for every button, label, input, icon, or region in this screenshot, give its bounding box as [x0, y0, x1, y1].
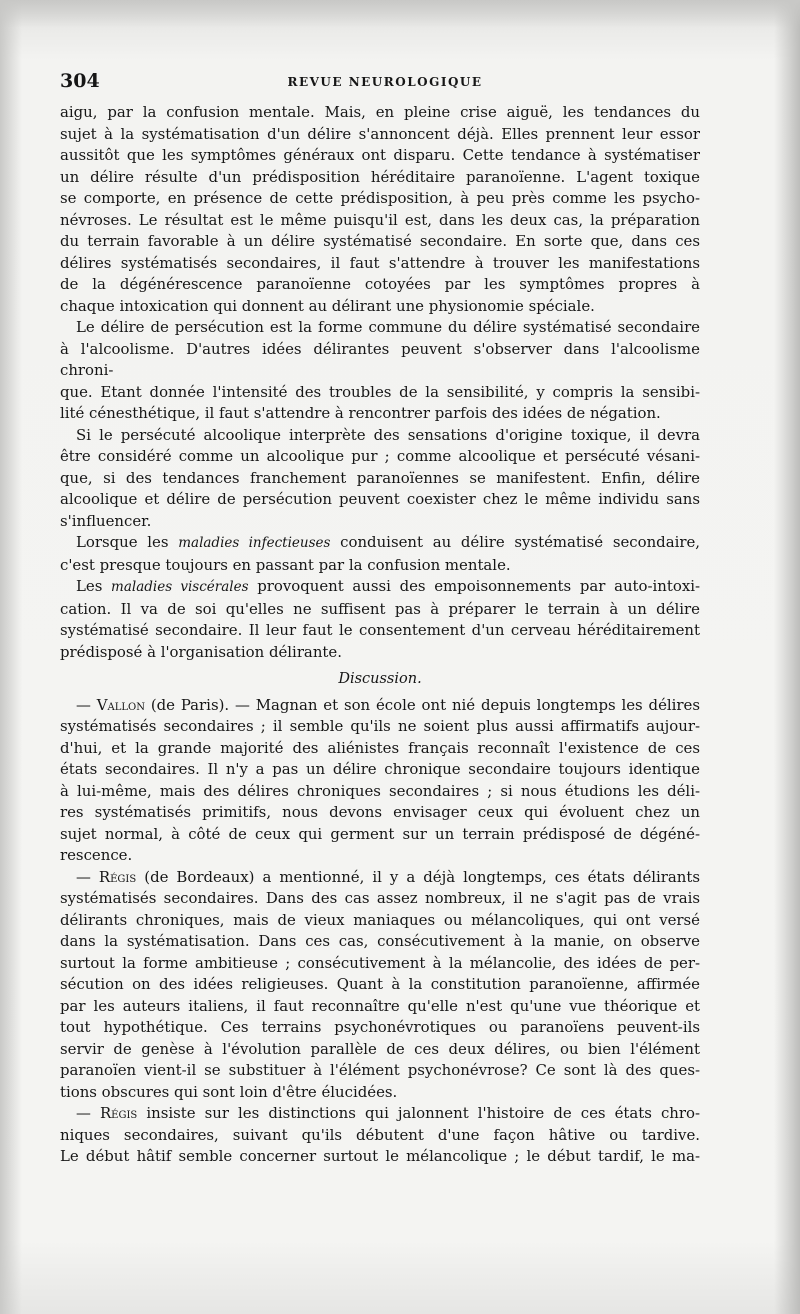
page-shadow-top: [0, 0, 800, 28]
text-line: niques secondaires, suivant qu'ils débutent d'une façon hâtive ou tardive.: [60, 1125, 700, 1144]
text-span: Lorsque les: [76, 533, 179, 551]
text-span: conduisent au délire systématisé secondaire,: [330, 533, 701, 551]
text-line: états secondaires. Il n'y a pas un délire chronique secondaire toujours identique: [60, 760, 700, 778]
text-line: tions obscures qui sont loin d'être élucidées.: [60, 1082, 398, 1101]
text-line: à lui-même, mais des délires chroniques secondaires ; si nous étudions les déli-: [60, 781, 700, 800]
text-span: (de Paris). — Magnan et son école ont nié depuis longtemps les délires: [144, 695, 700, 714]
text-line: sécution on des idées religieuses. Quant à la constitution paranoïenne, affirmée: [60, 975, 700, 993]
text-line: dans la systématisation. Dans ces cas, consécutivement à la manie, on observe: [60, 932, 700, 950]
text-line: prédisposé à l'organisation délirante.: [60, 642, 342, 661]
text-line: c'est presque toujours en passant par la confusion mentale.: [60, 555, 511, 574]
text-line: tout hypothétique. Ces terrains psychonévrotiques ou paranoïens peuvent-ils: [60, 1018, 700, 1036]
text-span: —: [76, 1104, 100, 1122]
text-line: aigu, par la confusion mentale. Mais, en pleine crise aiguë, les tendances du: [60, 103, 700, 121]
italic-term: maladies viscérales: [111, 579, 249, 595]
text-line: sujet à la systématisation d'un délire s'annoncent déjà. Elles prennent leur essor: [60, 124, 700, 143]
page-shadow-right: [774, 0, 800, 1314]
text-line: paranoïen vient-il se substituer à l'élément psychonévrose? Ce sont là des ques-: [60, 1061, 700, 1079]
speaker-name: Régis: [99, 1104, 138, 1122]
text-line: du terrain favorable à un délire systématisé secondaire. En sorte que, dans ces: [60, 232, 700, 250]
running-head: REVUE NEUROLOGIQUE: [287, 75, 483, 89]
text-line: de la dégénérescence paranoïenne cotoyées par les symptômes propres à: [60, 275, 700, 293]
text-line: que, si des tendances franchement paranoïennes se manifestent. Enfin, délire: [60, 468, 700, 487]
text-span: (de Bordeaux) a mentionné, il y a déjà longtemps, ces états délirants: [136, 867, 701, 886]
text-line: res systématisés primitifs, nous devons envisager ceux qui évoluent chez un: [60, 803, 700, 821]
text-line: Si le persécuté alcoolique interprète des sensations d'origine toxique, il devra: [76, 425, 700, 444]
text-line: [60, 576, 700, 599]
text-line: que. Etant donnée l'intensité des troubles de la sensibilité, y compris la sensibi-: [60, 382, 700, 401]
text-line: par les auteurs italiens, il faut reconnaître qu'elle n'est qu'une vue théorique et: [60, 996, 700, 1015]
text-line: un délire résulte d'un prédisposition héréditaire paranoïenne. L'agent toxique: [60, 167, 700, 186]
text-span: provoquent aussi des empoisonnements par auto-intoxi-: [248, 577, 701, 595]
text-line: s'influencer.: [60, 511, 152, 530]
text-span: —: [76, 867, 99, 886]
text-line: délires systématisés secondaires, il faut s'attendre à trouver les manifestations: [60, 253, 700, 272]
text-line: névroses. Le résultat est le même puisqu'il est, dans les deux cas, la préparation: [60, 210, 700, 229]
text-line: à l'alcoolisme. D'autres idées délirantes peuvent s'observer dans l'alcoolisme chroni-: [60, 339, 700, 379]
page-number: 304: [60, 70, 100, 92]
text-line: Le début hâtif semble concerner surtout le mélancolique ; le début tardif, le ma-: [60, 1147, 700, 1165]
text-span: insiste sur les distinctions qui jalonnent l'histoire de ces états chro-: [137, 1104, 701, 1122]
text-line: cation. Il va de soi qu'elles ne suffisent pas à préparer le terrain à un délire: [60, 599, 700, 618]
text-line: chaque intoxication qui donnent au délirant une physionomie spéciale.: [60, 296, 595, 315]
page-header: [60, 70, 710, 96]
text-line: se comporte, en présence de cette prédisposition, à peu près comme les psycho-: [60, 189, 700, 207]
text-line: aussitôt que les symptômes généraux ont disparu. Cette tendance à systématiser: [60, 146, 700, 164]
text-line: [60, 695, 700, 717]
body-text: [60, 102, 700, 1168]
text-line: Le délire de persécution est la forme commune du délire systématisé secondaire: [76, 318, 700, 336]
text-line: [60, 532, 700, 555]
text-line: délirants chroniques, mais de vieux maniaques ou mélancoliques, qui ont versé: [60, 910, 700, 929]
text-line: [60, 1103, 700, 1125]
text-line: systématisé secondaire. Il leur faut le consentement d'un cerveau héréditairement: [60, 621, 700, 639]
text-span: —: [76, 695, 97, 714]
italic-term: maladies infectieuses: [178, 535, 331, 551]
text-line: rescence.: [60, 846, 133, 864]
text-line: lité cénesthétique, il faut s'attendre à rencontrer parfois des idées de négation.: [60, 404, 661, 422]
speaker-name: Vallon: [96, 695, 145, 714]
text-line: [60, 867, 700, 889]
text-line: être considéré comme un alcoolique pur ; comme alcoolique et persécuté vésani-: [60, 447, 700, 465]
text-line: sujet normal, à côté de ceux qui germent sur un terrain prédisposé de dégéné-: [60, 824, 700, 843]
section-heading: Discussion.: [338, 671, 422, 687]
speaker-name: Régis: [98, 867, 137, 886]
text-span: Les: [76, 577, 112, 595]
text-line: systématisés secondaires ; il semble qu'ils ne soient plus aussi affirmatifs aujour-: [60, 717, 700, 735]
text-line: surtout la forme ambitieuse ; consécutivement à la mélancolie, des idées de per-: [60, 953, 700, 972]
page-shadow-left: [0, 0, 22, 1314]
text-line: d'hui, et la grande majorité des aliénistes français reconnaît l'existence de ces: [60, 738, 700, 757]
text-line: alcoolique et délire de persécution peuvent coexister chez le même individu sans: [60, 490, 700, 508]
text-line: servir de genèse à l'évolution parallèle de ces deux délires, ou bien l'élément: [60, 1039, 700, 1058]
text-line: systématisés secondaires. Dans des cas assez nombreux, il ne s'agit pas de vrais: [60, 889, 700, 907]
